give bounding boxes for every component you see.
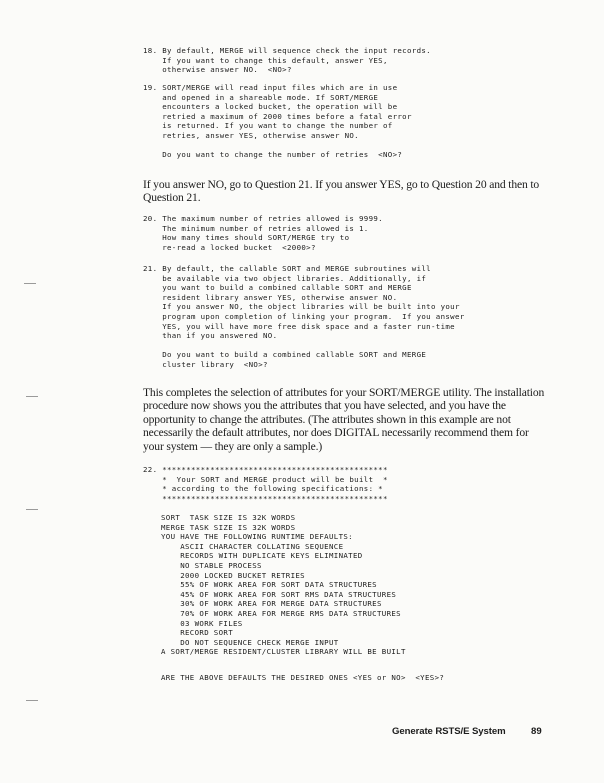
question-20: 20. The maximum number of retries allowed is 9999. The minimum number of retries allowed is 1. How many times should SORT/MERGE try to re-read a locked bucket <2000>? (143, 214, 383, 252)
paragraph-question-21-instructions: If you answer NO, go to Question 21. If you answer YES, go to Question 20 and then to Question 21. (143, 178, 540, 205)
question-18: 18. By default, MERGE will sequence check the input records. If you want to change this default, answer YES, otherwise answer NO. <NO>? (143, 46, 431, 75)
paragraph-attribute-selection: This completes the selection of attributes for your SORT/MERGE utility. The installation procedure now shows you the attributes that you have selected, and you have the opportunity to change the attributes. (The attributes shown in this example are not necessarily the default attributes, nor does DIGITAL necessarily recommend them for your system — they are only a sample.) (143, 386, 545, 453)
margin-mark (24, 283, 36, 284)
question-21: 21. By default, the callable SORT and MERGE subroutines will be available via two object libraries. Additionally, if you want to build a combined callable SORT and MERGE resident library answer YES, otherwise answer NO. If you answer NO, the object libraries will be built into your program upon completion of linking your program. If you answer YES, you will have more free disk space and a faster run-time than if you answered NO. Do you want to build a combined callable SORT and MERGE cluster library <NO>? (143, 264, 465, 369)
footer-title: Generate RSTS/E System (392, 726, 506, 737)
page-number: 89 (531, 726, 542, 737)
question-22-banner: 22. *********************************************** * Your SORT and MERGE product will be built * * according to the following specifications: * *********************************************** (143, 465, 388, 503)
margin-mark (26, 509, 38, 510)
question-22-prompt: ARE THE ABOVE DEFAULTS THE DESIRED ONES <YES or NO> <YES>? (161, 673, 445, 682)
margin-mark (26, 396, 38, 397)
question-22-specifications: SORT TASK SIZE IS 32K WORDS MERGE TASK SIZE IS 32K WORDS YOU HAVE THE FOLLOWING RUNTIME DEFAULTS: ASCII CHARACTER COLLATING SEQUENCE RECORDS WITH DUPLICATE KEYS ELIMINATED NO STABLE PROCESS 2000 LOCKED BUCKET RETRIES 55% OF WORK AREA FOR SORT DATA STRUCTURES 45% OF WORK AREA FOR SORT RMS DATA STRUCTURES 30% OF WORK AREA FOR MERGE DATA STRUCTURES 70% OF WORK AREA FOR MERGE RMS DATA STRUCTURES 03 WORK FILES RECORD SORT DO NOT SEQUENCE CHECK MERGE INPUT A SORT/MERGE RESIDENT/CLUSTER LIBRARY WILL BE BUILT (161, 513, 406, 657)
question-19: 19. SORT/MERGE will read input files which are in use and opened in a shareable mode. If SORT/MERGE encounters a locked bucket, the operation will be retried a maximum of 2000 times before a fatal error is returned. If you want to change the number of retries, answer YES, otherwise answer NO. Do you want to change the number of retries <NO>? (143, 83, 412, 160)
margin-mark (26, 700, 38, 701)
